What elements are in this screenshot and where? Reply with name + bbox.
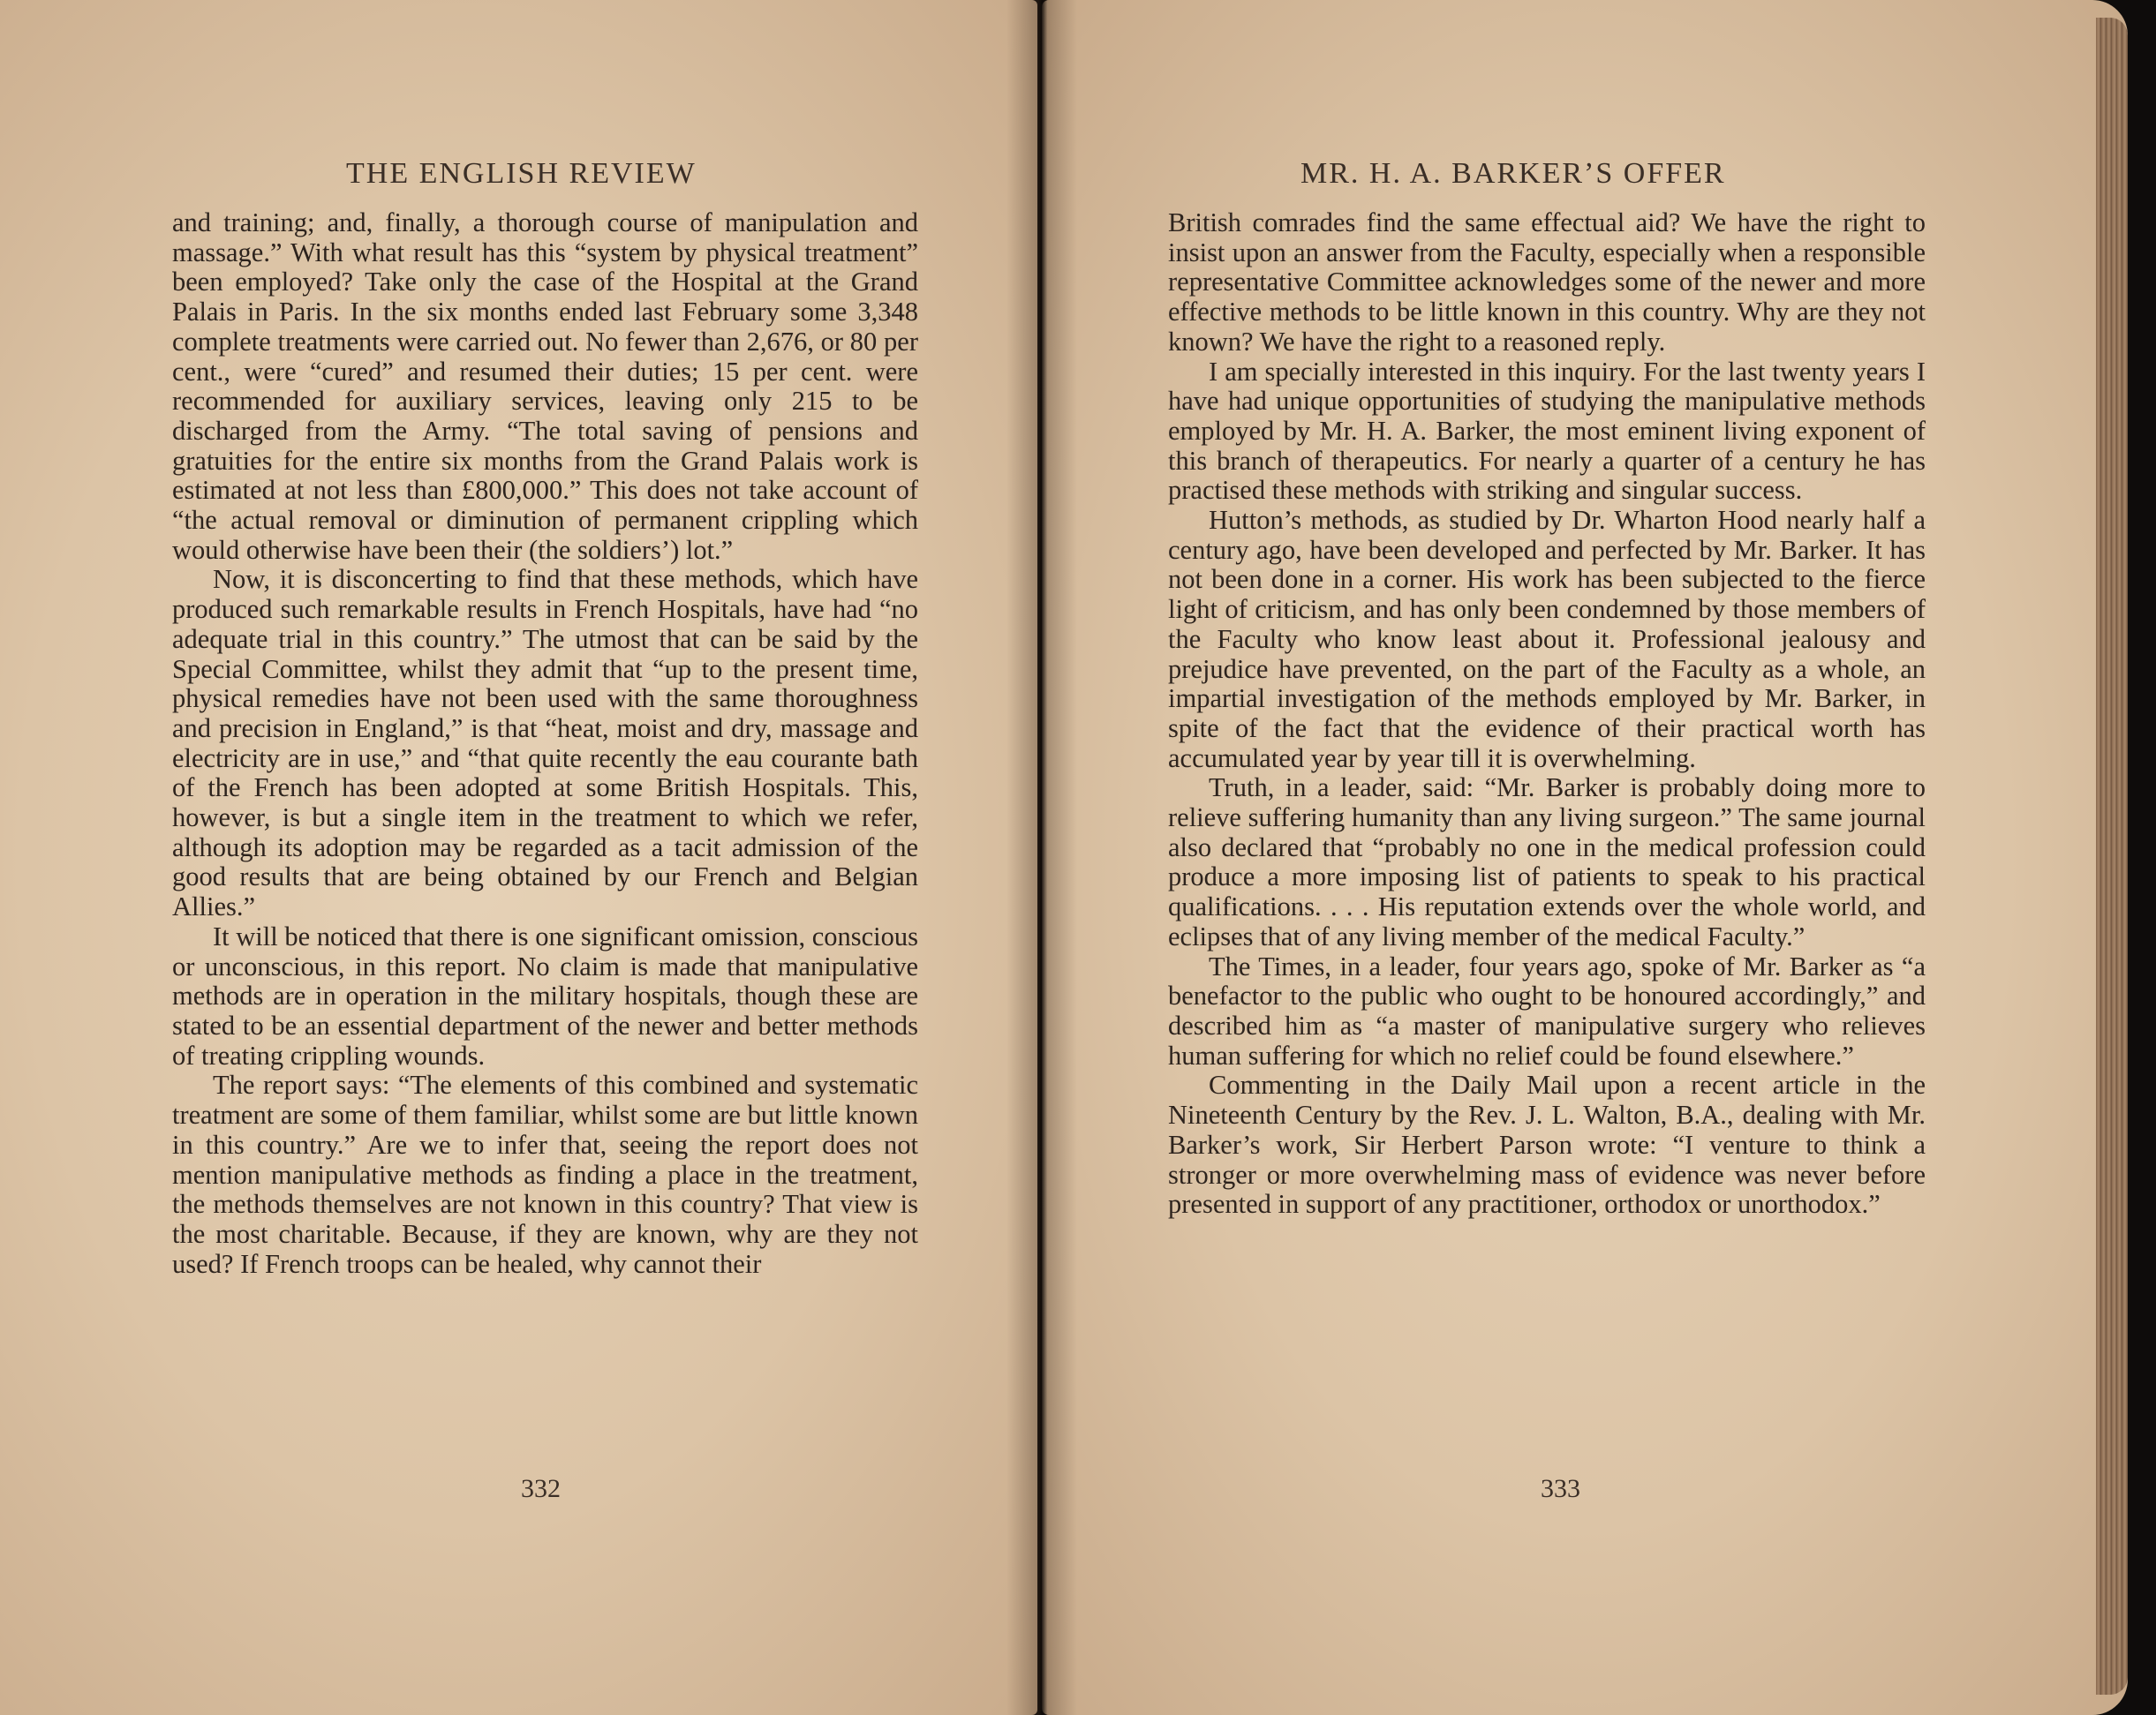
running-header: THE ENGLISH REVIEW <box>346 157 697 190</box>
paragraph: The report says: “The elements of this combined and systematic treatment are some of them familiar, whilst some are but little known in this country.” Are we to infer that, seeing the report does not mention manipulative methods as finding a place in the treatment, the methods themselves are not known in this country? That view is the most charitable. Because, if they are known, why are they not used? If French troops can be healed, why cannot their <box>172 1070 918 1279</box>
paragraph: British comrades find the same effectual aid? We have the right to insist upon an answer from the Faculty, especially when a responsible representative Committee acknowledges some of the newer and more effective methods to be little known in this country. Why are they not known? We have the right to a reasoned reply. <box>1168 207 1926 357</box>
body-text <box>172 208 918 1279</box>
page-number: 332 <box>521 1474 561 1503</box>
paragraph: Now, it is disconcerting to find that these methods, which have produced such remarkable results in French Hospitals, have had “no adequate trial in this country.” The utmost that can be said by the Special Committee, whilst they admit that “up to the present time, physical remedies have not been used with the same thoroughness and precision in England,” is that “heat, moist and dry, massage and electricity are in use,” and “that quite recently the eau courante bath of the French has been adopted at some British Hospitals. This, however, is but a single item in the treatment to which we refer, although its adoption may be regarded as a tacit admission of the good results that are being obtained by our French and Belgian Allies.” <box>172 564 918 922</box>
page-edge <box>2096 18 2128 1695</box>
paragraph: Hutton’s methods, as studied by Dr. Wharton Hood nearly half a century ago, have been developed and perfected by Mr. Barker. It has not been done in a corner. His work has been subjected to the fierce light of criticism, and has only been condemned by those members of the Faculty who know least about it. Professional jealousy and prejudice have prevented, on the part of the Faculty as a whole, an impartial investigation of the methods employed by Mr. Barker, in spite of the fact that the evidence of their practical worth has accumulated year by year till it is overwhelming. <box>1168 505 1926 773</box>
body-text <box>1168 208 1926 1220</box>
paragraph: The Times, in a leader, four years ago, spoke of Mr. Barker as “a benefactor to the public who ought to be honoured accordingly,” and described him as “a master of manipulative surgery who relieves human suffering for which no relief could be found elsewhere.” <box>1168 951 1926 1071</box>
paragraph: I am specially interested in this inquiry. For the last twenty years I have had unique opportunities of studying the manipulative methods employed by Mr. H. A. Barker, the most eminent living exponent of this branch of therapeutics. For nearly a quarter of a century he has practised these methods with striking and singular success. <box>1168 356 1926 506</box>
page-number: 333 <box>1541 1474 1580 1503</box>
paragraph: and training; and, finally, a thorough course of manipulation and massage.” With what result has this “system by physical treatment” been employed? Take only the case of the Hospital at the Grand Palais in Paris. In the six months ended last February some 3,348 complete treatments were carried out. No fewer than 2,676, or 80 per cent., were “cured” and resumed their duties; 15 per cent. were recommended for auxiliary services, leaving only 215 to be discharged from the Army. “The total saving of pensions and gratuities for the entire six months from the Grand Palais work is estimated at not less than £800,000.” This does not take account of “the actual removal or diminution of permanent crippling which would otherwise have been their (the soldiers’) lot.” <box>172 207 918 565</box>
left-page <box>0 0 1037 1715</box>
book-gutter <box>1006 0 1077 1715</box>
paragraph: Commenting in the Daily Mail upon a recent article in the Nineteenth Century by the Rev. J. L. Walton, B.A., dealing with Mr. Barker’s work, Sir Herbert Parson wrote: “I venture to think a stronger or more overwhelming mass of evidence was never before presented in support of any practitioner, orthodox or unorthodox.” <box>1168 1070 1926 1220</box>
paragraph: It will be noticed that there is one significant omission, conscious or unconscious, in this report. No claim is made that manipulative methods are in operation in the military hospitals, though these are stated to be an essential department of the newer and better methods of treating crippling wounds. <box>172 921 918 1071</box>
running-header: MR. H. A. BARKER’S OFFER <box>1300 157 1726 190</box>
right-page <box>1042 0 2128 1715</box>
paragraph: Truth, in a leader, said: “Mr. Barker is probably doing more to relieve suffering humanity than any living surgeon.” The same journal also declared that “probably no one in the medical profession could produce a more imposing list of patients to speak to his practical qualifications. . . . His reputation extends over the whole world, and eclipses that of any living member of the medical Faculty.” <box>1168 772 1926 952</box>
